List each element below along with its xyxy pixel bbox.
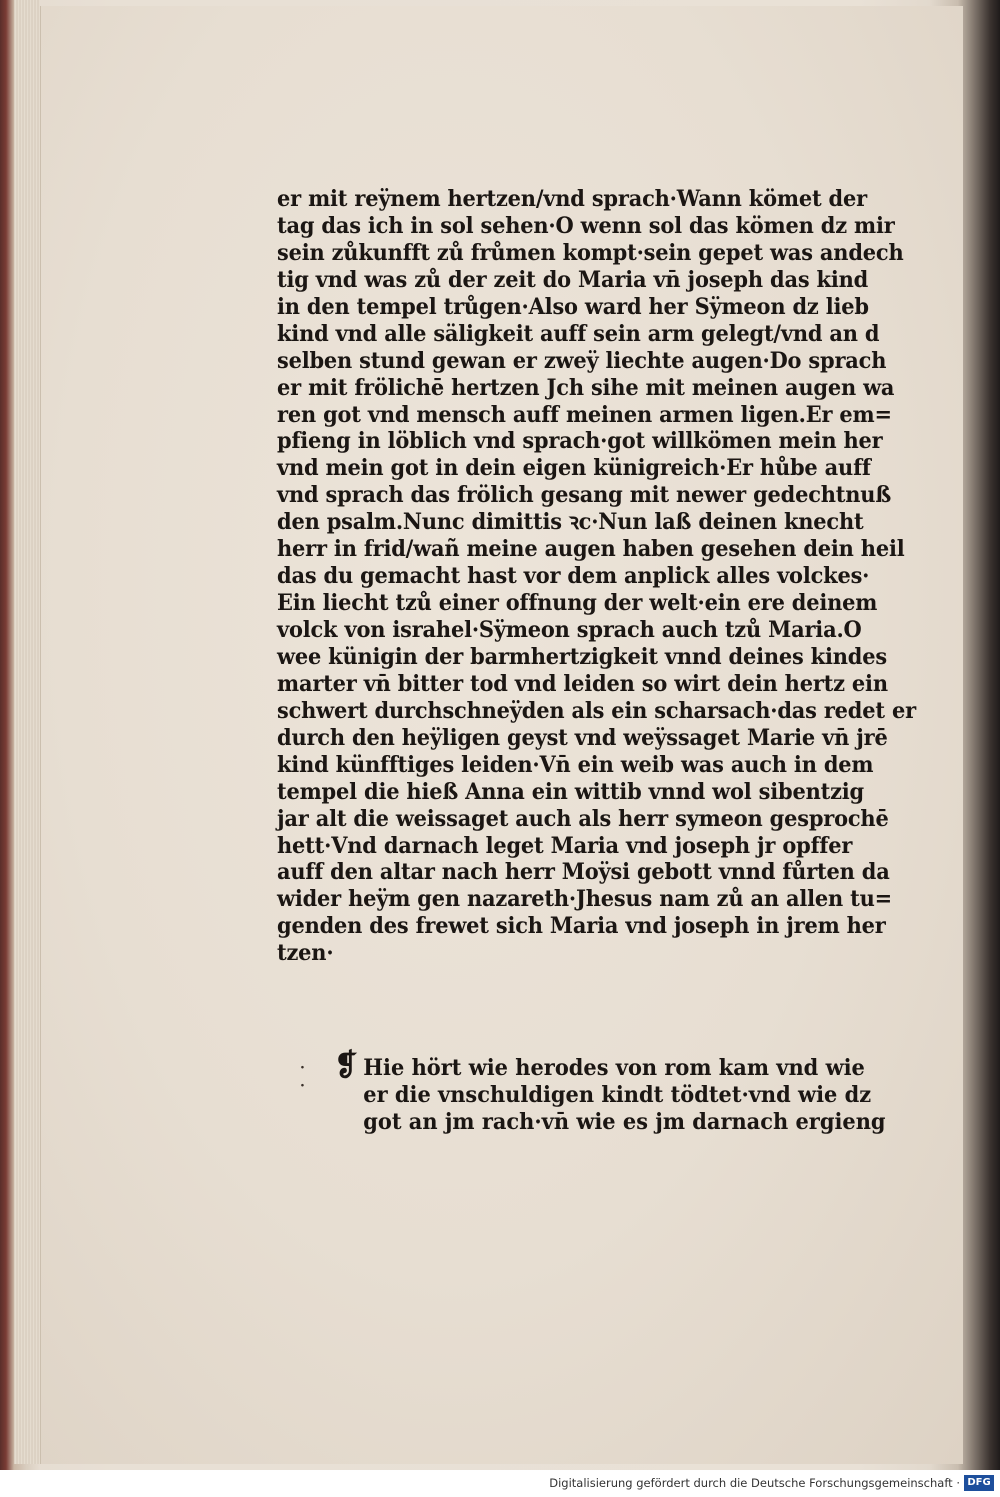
margin-mark: · [300,1060,305,1076]
text-line: er mit frölichē hertzen Jch sihe mit meinen augen wa [277,374,895,401]
text-line: Ein liecht tzů einer offnung der welt·ein ere deinem [277,590,878,617]
main-text-block [277,186,916,967]
text-line: schwert durchschneÿden als ein scharsach·das redet er [277,697,916,724]
text-line: sein zůkunfft zů frůmen kompt·sein gepet was andech [277,239,904,266]
text-line: wee künigin der barmhertzigkeit vnnd deines kindes [277,643,887,670]
text-line: tag das ich in sol sehen·O wenn sol das kömen dz mir [277,212,895,239]
footer-credit: Digitalisierung gefördert durch die Deutsche Forschungsgemeinschaft · [549,1476,960,1490]
text-line: marter vn̄ bitter tod vnd leiden so wirt dein hertz ein [277,670,888,697]
text-line: kind vnd alle säligkeit auff sein arm gelegt/vnd an d [277,320,880,347]
text-line: kind künfftiges leiden·Vn̄ ein weib was auch in dem [277,751,874,778]
margin-mark: · [300,1078,305,1094]
text-line: er mit reÿnem hertzen/vnd sprach·Wann kömet der [277,186,867,212]
text-line: selben stund gewan er zweÿ liechte augen·Do sprach [277,347,887,374]
text-line: tig vnd was zů der zeit do Maria vn̄ joseph das kind [277,266,869,293]
text-line: tzen· [277,940,334,967]
heading-line: er die vnschuldigen kindt tödtet·vnd wie dz [363,1081,872,1108]
text-line: jar alt die weissaget auch als herr symeon gesprochē [277,805,889,832]
text-line: hett·Vnd darnach leget Maria vnd joseph jr opffer [277,832,853,859]
text-line: tempel die hieß Anna ein wittib vnnd wol sibentzig [277,778,864,805]
text-line: das du gemacht hast vor dem anplick alles volckes· [277,563,870,590]
text-line: pfieng in löblich vnd sprach·got willkömen mein her [277,428,883,455]
text-line: vnd mein got in dein eigen künigreich·Er hůbe auff [277,455,871,482]
text-line: wider heÿm gen nazareth·Jhesus nam zů an allen tu= [277,886,892,913]
text-line: volck von israhel·Sÿmeon sprach auch tzů Maria.O [277,617,862,643]
text-line: ren got vnd mensch auff meinen armen ligen.Er em= [277,401,892,428]
text-line: durch den heÿligen geyst vnd weÿssaget Marie vn̄ jrē [277,724,888,751]
page-edges [14,0,40,1464]
text-line: genden des frewet sich Maria vnd joseph in jrem her [277,913,886,940]
text-line: den psalm.Nunc dimittis ꝛc·Nun laß deinen knecht [277,509,864,536]
text-line: vnd sprach das frölich gesang mit newer gedechtnuß [277,482,892,509]
text-line: herr in frid/wañ meine augen haben gesehen dein heil [277,536,905,563]
heading-line: Hie hört wie herodes von rom kam vnd wie [363,1055,865,1081]
pilcrow-icon: ❡ [334,1048,358,1083]
heading-line: got an jm rach·vn̄ wie es jm darnach ergieng [363,1108,886,1135]
dfg-logo-icon: DFG [964,1475,994,1491]
text-line: in den tempel trůgen·Also ward her Sÿmeon dz lieb [277,293,869,320]
chapter-heading [334,1048,886,1136]
text-line: auff den altar nach herr Moÿsi gebott vnnd fůrten da [277,859,890,886]
footer-bar [0,1470,1000,1497]
